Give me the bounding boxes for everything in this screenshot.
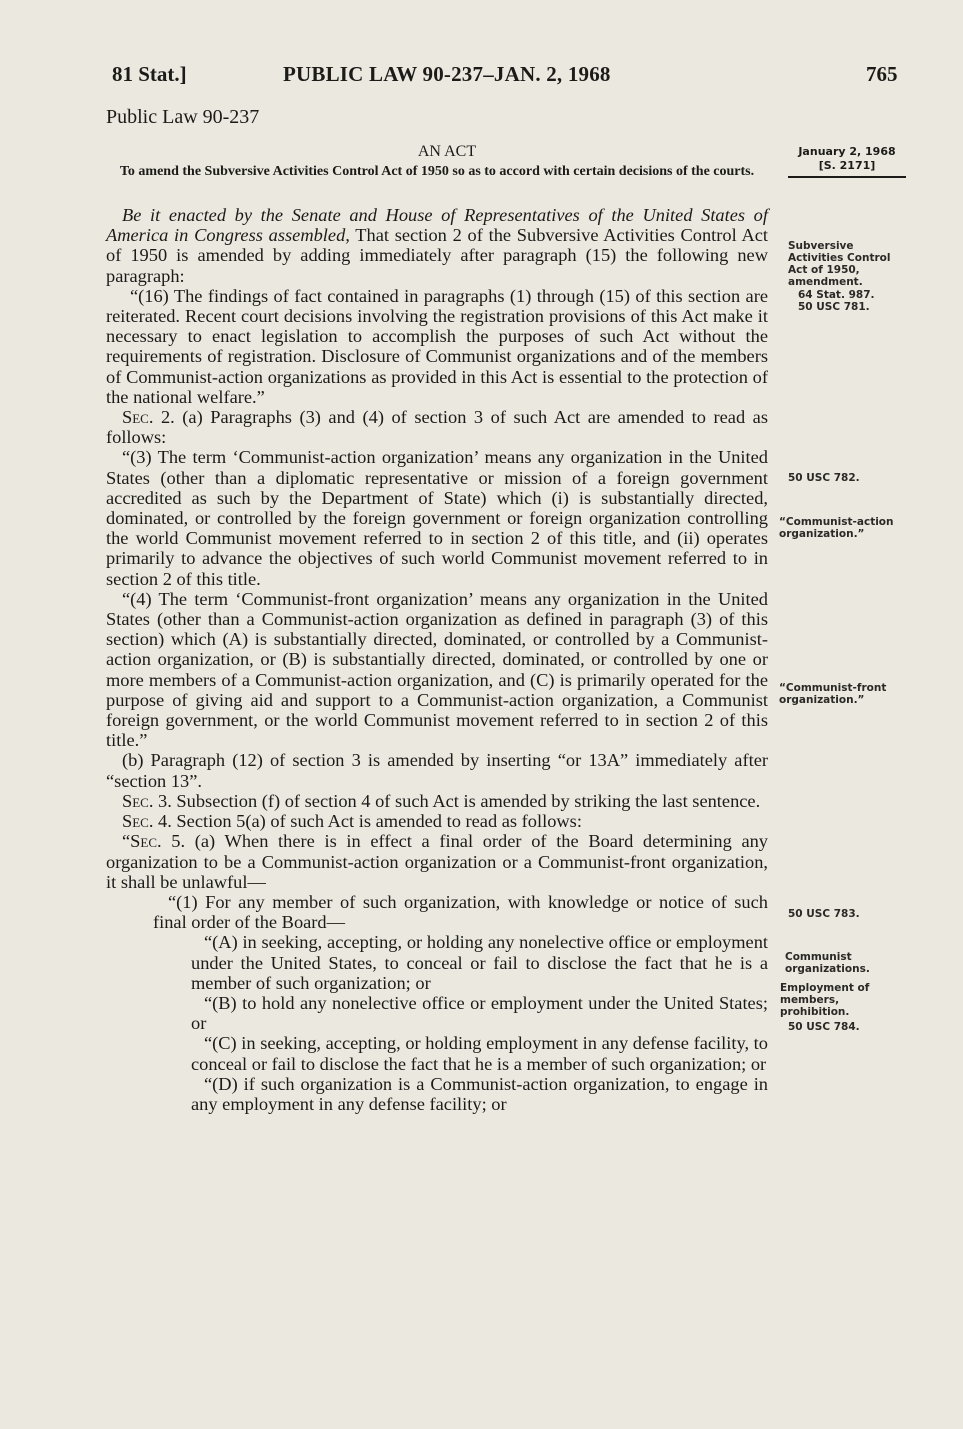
paragraph-4: “(4) The term ‘Communist-front organization’ means any organization in the United States (other than a Communist-action organization as defined in paragraph (3) of this section) which (A) is substantially directed, dominated, or controlled by a Communist-action organization, or (B) is substantially directed, dominated, or controlled by one or more members of a Communist-action organization, and (C) is primarily operated for the purpose of giving aid and support to a Communist-action organization, a Communist foreign government, or the world Communist movement referred to in section 2 of this title.” xyxy=(106,588,768,751)
margin-note-employment: Employment of members, prohibition. xyxy=(780,982,870,1018)
margin-note-citation: 64 Stat. 987. xyxy=(798,289,875,301)
item-a: “(A) in seeking, accepting, or holding any nonelective office or employment under the United States, to conceal or fail to disclose the fact that he is a member of such organization; or xyxy=(191,932,768,993)
section-5-open-quote: “ xyxy=(122,831,131,852)
section-4 xyxy=(106,811,768,831)
bill-number: [S. 2171] xyxy=(818,159,876,172)
section-2-text: (a) Paragraphs (3) and (4) of section 3 of such Act are amended to read as follows: xyxy=(106,407,768,448)
item-b: “(B) to hold any nonelective office or employment under the United States; or xyxy=(191,992,768,1034)
margin-note-amendment xyxy=(788,240,903,313)
margin-note-text: Subversive Activities Control Act of 1950, amendment. xyxy=(788,240,891,288)
section-5 xyxy=(106,831,768,892)
volume-reference: 81 Stat.] xyxy=(112,62,187,86)
enacting-clause-text: That section 2 of the Subversive Activities Control Act of 1950 is amended by adding immediately after paragraph (15) the following new paragraph: xyxy=(106,225,768,286)
paragraph-16: “(16) The findings of fact contained in paragraphs (1) through (15) of this section are reiterated. Recent court decisions involving the registration provisions of this Act make it necessary to enact legislation to accomplish the purposes of such Act without the requirements of registration. Disclosure of Communist organizations and of the members of Communist-action organizations as provided in this Act is essential to the protection of the national welfare.” xyxy=(106,285,768,407)
margin-note-sec5: 50 USC 784. xyxy=(788,1021,860,1033)
section-5-text: (a) When there is in effect a final order of the Board determining any organization to be a Communist-action organization or a Communist-front organization, it shall be unlawful— xyxy=(106,831,769,892)
item-c: “(C) in seeking, accepting, or holding employment in any defense facility, to conceal or fail to disclose the fact that he is a member of such organization; or xyxy=(191,1033,768,1074)
enactment-date: January 2, 1968 xyxy=(798,145,896,158)
paragraph-3: “(3) The term ‘Communist-action organization’ means any organization in the United States (other than a diplomatic representative or mission of a foreign government accredited as such by the Department of State) which (i) is substantially directed, dominated, or controlled by the foreign government or foreign organization controlling the world Communist movement referred to in section 2 of this title, and (ii) operates primarily to advance the objectives of such world Communist movement referred to in section 2 of this title. xyxy=(106,447,768,589)
margin-note-sec2: 50 USC 782. xyxy=(788,472,860,484)
section-3-text: Subsection (f) of section 4 of such Act is amended by striking the last sentence. xyxy=(171,790,761,811)
section-3 xyxy=(106,791,768,811)
enacting-clause xyxy=(106,205,768,286)
margin-note-communist-front: “Communist-front organization.” xyxy=(779,682,887,706)
enacting-clause-italic: Be it enacted by the Senate and House of Representatives of the United States of America in Congress assembled, xyxy=(106,205,768,246)
section-5-label: Sec. 5. xyxy=(130,831,186,852)
section-4-text: Section 5(a) of such Act is amended to read as follows: xyxy=(171,811,582,832)
public-law-number: Public Law 90-237 xyxy=(106,106,260,128)
section-2-label: Sec. 2. xyxy=(122,407,175,428)
margin-note-communist-organizations: Communist organizations. xyxy=(785,951,870,975)
statute-body xyxy=(106,205,768,1114)
margin-note-citation: 50 USC 781. xyxy=(798,301,870,313)
paragraph-b: (b) Paragraph (12) of section 3 is amended by inserting “or 13A” immediately after “section 13”. xyxy=(106,750,768,791)
margin-note-communist-action: “Communist-action organization.” xyxy=(779,516,894,540)
running-title: PUBLIC LAW 90-237–JAN. 2, 1968 xyxy=(283,62,611,86)
section-2 xyxy=(106,407,768,447)
main-text-column xyxy=(106,105,768,1114)
item-d: “(D) if such organization is a Communist-action organization, to engage in any employment in any defense facility; or xyxy=(191,1073,768,1114)
an-act-heading: AN ACT xyxy=(417,143,477,160)
enactment-date-box xyxy=(788,145,906,178)
section-3-label: Sec. 3. xyxy=(122,790,172,811)
page-number: 765 xyxy=(866,62,898,86)
margin-note-sec3: 50 USC 783. xyxy=(788,908,860,920)
item-1: “(1) For any member of such organization, with knowledge or notice of such final order of the Board— xyxy=(153,891,768,933)
section-4-label: Sec. 4. xyxy=(122,811,172,832)
running-header xyxy=(0,62,963,92)
act-title: To amend the Subversive Activities Control Act of 1950 so as to accord with certain decisions of the courts. xyxy=(119,164,755,179)
